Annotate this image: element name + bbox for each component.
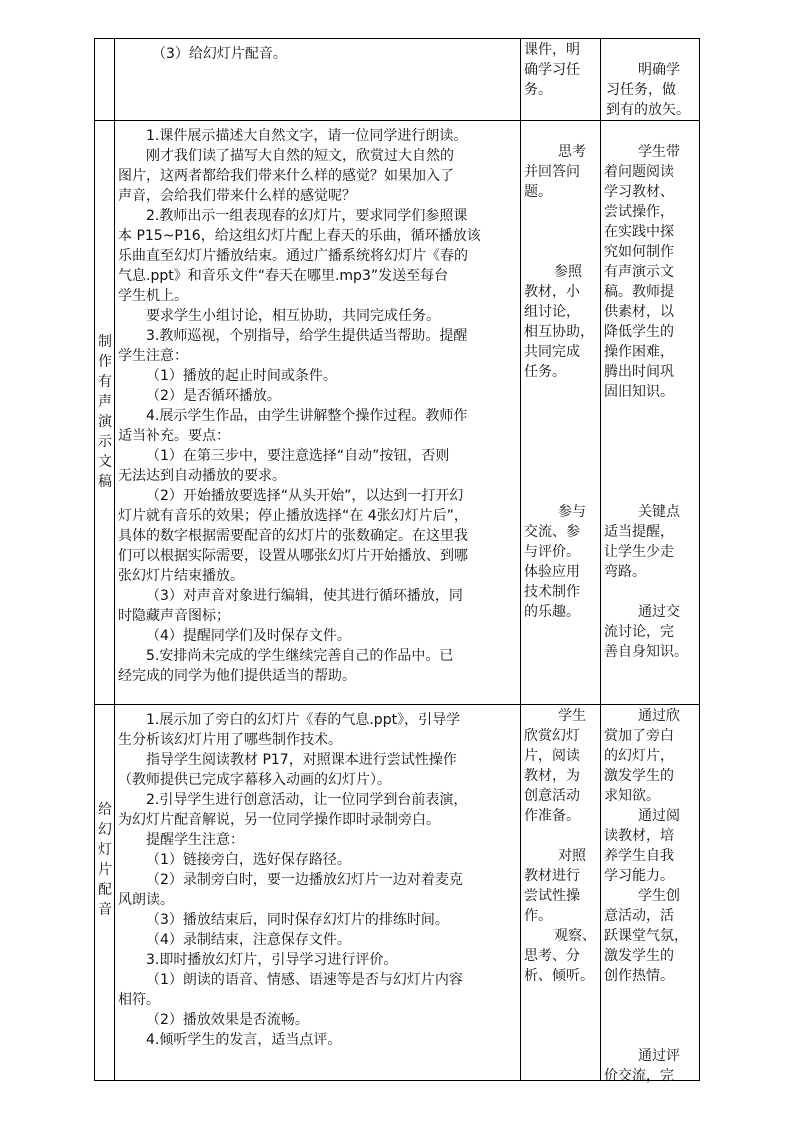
text-line: 赏加了旁白: [604, 728, 674, 744]
text-line: [524, 442, 596, 462]
text-line: 稿。教师提: [604, 284, 674, 300]
text-line: 通过阅: [638, 808, 680, 824]
text-line: 通过交: [638, 604, 680, 620]
text-line: [604, 422, 700, 442]
text-line: [604, 442, 700, 462]
text-line: 明确学: [638, 62, 680, 78]
row2-student-activity: [524, 142, 596, 622]
text-line: [604, 1006, 700, 1026]
text-line: 4.展示学生作品，由学生讲解整个操作过程。教师作: [146, 408, 468, 424]
table-top-border: [94, 38, 700, 39]
column-divider-1: [114, 38, 115, 1081]
text-line: 气息.ppt》和音乐文件“春天在哪里.mp3”发送至每台: [118, 268, 449, 284]
text-line: 指导学生阅读教材 P17，对照课本进行尝试性操作: [146, 752, 457, 768]
text-line: 声音，会给我们带来什么样的感觉呢？: [118, 188, 356, 204]
text-line: 1.展示加了旁白的幻灯片《春的气息.ppt》，引导学: [146, 712, 461, 728]
text-line: 风朗读。: [118, 892, 174, 908]
text-line: 教材，小: [524, 284, 580, 300]
text-line: [524, 222, 596, 242]
text-line: 确学习任: [524, 62, 580, 78]
text-line: [524, 242, 596, 262]
text-line: （1）朗读的语音、情感、语速等是否与幻灯片内容: [146, 972, 463, 988]
text-line: 激发学生的: [604, 768, 674, 784]
row2-teacher-content: [118, 126, 518, 686]
text-line: 教材，为: [524, 768, 580, 784]
phase-char: 作: [98, 354, 112, 370]
text-line: 作。: [524, 908, 552, 924]
text-line: [604, 482, 700, 502]
text-line: （1）链接旁白，选好保存路径。: [146, 852, 351, 868]
text-line: 任务。: [524, 364, 566, 380]
text-line: 相互协助，: [524, 324, 594, 340]
text-line: 固旧知识。: [604, 384, 674, 400]
text-line: 意活动，活: [604, 908, 674, 924]
text-line: 在实践中探: [604, 224, 674, 240]
text-line: 务。: [524, 82, 552, 98]
row1-teacher-content: [118, 44, 518, 64]
text-line: 供素材，以: [604, 304, 674, 320]
text-line: [524, 402, 596, 422]
text-line: 降低学生的: [604, 324, 674, 340]
text-line: 并回答问: [524, 164, 580, 180]
text-line: 4.倾听学生的发言，适当点评。: [146, 1032, 342, 1048]
phase-char: 制: [98, 334, 112, 350]
text-line: 适当提醒，: [604, 524, 674, 540]
text-line: 乐曲直至幻灯片播放结束。通过广播系统将幻灯片《春的: [118, 248, 468, 264]
text-line: 善自身知识。: [604, 644, 688, 660]
text-line: [524, 462, 596, 482]
phase-char: 配: [98, 882, 112, 898]
text-line: 腾出时间巩: [604, 364, 674, 380]
text-line: 参与: [558, 504, 586, 520]
phase-char: 示: [98, 434, 112, 450]
text-line: 价交流，完: [604, 1068, 674, 1084]
text-line: 的乐趣。: [524, 604, 580, 620]
text-line: 要求学生小组讨论，相互协助，共同完成任务。: [146, 308, 440, 324]
text-line: 3.即时播放幻灯片，引导学习进行评价。: [146, 952, 398, 968]
text-line: 图片，这两者都给我们带来什么样的感觉？如果加入了: [118, 168, 454, 184]
text-line: [604, 582, 700, 602]
text-line: 灯片就有音乐的效果；停止播放选择“在 4张幻灯片后”，: [118, 508, 468, 524]
text-line: 2.教师出示一组表现春的幻灯片，要求同学们参照课: [146, 208, 468, 224]
text-line: （1）播放的起止时间或条件。: [146, 368, 337, 384]
row2-design-intent: [604, 142, 700, 662]
text-line: 学生: [558, 708, 586, 724]
text-line: （1）在第三步中，要注意选择“自动”按钮，否则: [146, 448, 450, 464]
text-line: 让学生少走: [604, 544, 674, 560]
text-line: 5.安排尚未完成的学生继续完善自己的作品中。已: [146, 648, 454, 664]
text-line: [604, 986, 700, 1006]
text-line: 到有的放矢。: [606, 102, 690, 118]
text-line: 通过欣: [638, 708, 680, 724]
phase-char: 幻: [98, 822, 112, 838]
text-line: [524, 482, 596, 502]
text-line: 作准备。: [524, 808, 580, 824]
text-line: 观察、: [554, 928, 596, 944]
text-line: 相符。: [118, 992, 160, 1008]
text-line: 创意活动: [524, 788, 580, 804]
text-line: 参照: [554, 264, 582, 280]
text-line: 创作热情。: [604, 968, 674, 984]
row3-teacher-content: [118, 710, 518, 1050]
text-line: 时隐藏声音图标；: [118, 608, 230, 624]
text-line: 1.课件展示描述大自然文字，请一位同学进行朗读。: [146, 128, 468, 144]
text-line: 思考、分: [524, 948, 580, 964]
text-line: 操作困难，: [604, 344, 674, 360]
text-line: 技术制作: [524, 584, 580, 600]
text-line: 求知欲。: [604, 788, 660, 804]
text-line: 学生带: [638, 144, 680, 160]
text-line: 共同完成: [524, 344, 580, 360]
column-divider-3: [600, 38, 601, 1081]
text-line: （教师提供已完成字幕移入动画的幻灯片）。: [118, 772, 391, 788]
phase-char: 文: [98, 454, 112, 470]
row1-design-intent: [604, 40, 700, 120]
text-line: （2）录制旁白时，要一边播放幻灯片一边对着麦克: [146, 872, 463, 888]
phase-char: 有: [98, 374, 112, 390]
text-line: 刚才我们读了描写大自然的短文，欣赏过大自然的: [146, 148, 454, 164]
phase-char: 声: [98, 394, 112, 410]
row3-design-intent: [604, 706, 700, 1086]
text-line: 体验应用: [524, 564, 580, 580]
text-line: 题。: [524, 184, 552, 200]
phase-char: 稿: [98, 474, 112, 490]
text-line: 读教材，培: [604, 828, 674, 844]
text-line: 学习能力。: [604, 868, 674, 884]
phase-char: 灯: [98, 842, 112, 858]
text-line: [524, 826, 596, 846]
text-line: 交流、参: [524, 524, 580, 540]
text-line: 流讨论，完: [604, 624, 674, 640]
text-line: 通过评: [638, 1048, 680, 1064]
text-line: 欣赏幻灯: [524, 728, 580, 744]
phase-char: 片: [98, 862, 112, 878]
text-line: 学生机上。: [118, 288, 188, 304]
text-line: 提醒学生注意：: [146, 832, 244, 848]
text-line: [604, 462, 700, 482]
text-line: （2）是否循环播放。: [146, 388, 281, 404]
column-divider-2: [520, 38, 521, 1081]
text-line: 经完成的同学为他们提供适当的帮助。: [118, 668, 356, 684]
row2-phase-label: [98, 332, 112, 492]
text-line: 养学生自我: [604, 848, 674, 864]
text-line: 2.引导学生进行创意活动，让一位同学到台前表演，: [146, 792, 468, 808]
text-line: 为幻灯片配音解说，另一位同学操作即时录制旁白。: [118, 812, 440, 828]
text-line: （3）对声音对象进行编辑，使其进行循环播放，同: [146, 588, 463, 604]
row1-student-activity: [524, 40, 596, 100]
text-line: [604, 402, 700, 422]
text-line: 着问题阅读: [604, 164, 674, 180]
text-line: 适当补充。要点：: [118, 428, 230, 444]
text-line: 张幻灯片结束播放。: [118, 568, 244, 584]
text-line: 弯路。: [604, 564, 646, 580]
table-left-border: [94, 38, 95, 1081]
text-line: 激发学生的: [604, 948, 674, 964]
text-line: [604, 40, 700, 60]
text-line: （3）播放结束后，同时保存幻灯片的排练时间。: [146, 912, 449, 928]
text-line: （3）给幻灯片配音。: [152, 46, 287, 62]
row3-student-activity: [524, 706, 596, 986]
text-line: （4）提醒同学们及时保存文件。: [146, 628, 351, 644]
text-line: 习任务，做: [606, 82, 676, 98]
text-line: [524, 422, 596, 442]
text-line: 生分析该幻灯片用了哪些制作技术。: [118, 732, 342, 748]
text-line: 跃课堂气氛，: [604, 928, 688, 944]
text-line: （4）录制结束，注意保存文件。: [146, 932, 351, 948]
text-line: 无法达到自动播放的要求。: [118, 468, 286, 484]
phase-char: 演: [98, 414, 112, 430]
text-line: [604, 1026, 700, 1046]
text-line: [524, 202, 596, 222]
text-line: [524, 382, 596, 402]
text-line: 组讨论，: [524, 304, 580, 320]
text-line: 们可以根据实际需要，设置从哪张幻灯片开始播放、到哪: [118, 548, 468, 564]
text-line: 教材进行: [524, 868, 580, 884]
text-line: 学生创: [638, 888, 680, 904]
text-line: 课件，明: [524, 42, 580, 58]
text-line: 究如何制作: [604, 244, 674, 260]
text-line: 本 P15~P16，给这组幻灯片配上春天的乐曲，循环播放该: [118, 228, 481, 244]
text-line: 3.教师巡视，个别指导，给学生提供适当帮助。提醒: [146, 328, 468, 344]
text-line: 思考: [558, 144, 586, 160]
phase-char: 给: [98, 802, 112, 818]
text-line: 关键点: [638, 504, 680, 520]
text-line: 尝试性操: [524, 888, 580, 904]
text-line: （2）开始播放要选择“从头开始”，以达到一打开幻: [146, 488, 464, 504]
text-line: 学习教材、: [604, 184, 674, 200]
row-divider-2: [94, 704, 700, 705]
row-divider-1: [94, 120, 700, 121]
text-line: 对照: [558, 848, 586, 864]
text-line: 片，阅读: [524, 748, 580, 764]
row3-phase-label: [98, 800, 112, 920]
text-line: 尝试操作，: [604, 204, 674, 220]
text-line: 的幻灯片，: [604, 748, 674, 764]
text-line: 具体的数字根据需要配音的幻灯片的张数确定。在这里我: [118, 528, 468, 544]
text-line: 与评价。: [524, 544, 580, 560]
text-line: 有声演示文: [604, 264, 674, 280]
text-line: 析、倾听。: [524, 968, 594, 984]
text-line: 学生注意：: [118, 348, 188, 364]
phase-char: 音: [98, 902, 112, 918]
text-line: （2）播放效果是否流畅。: [146, 1012, 309, 1028]
